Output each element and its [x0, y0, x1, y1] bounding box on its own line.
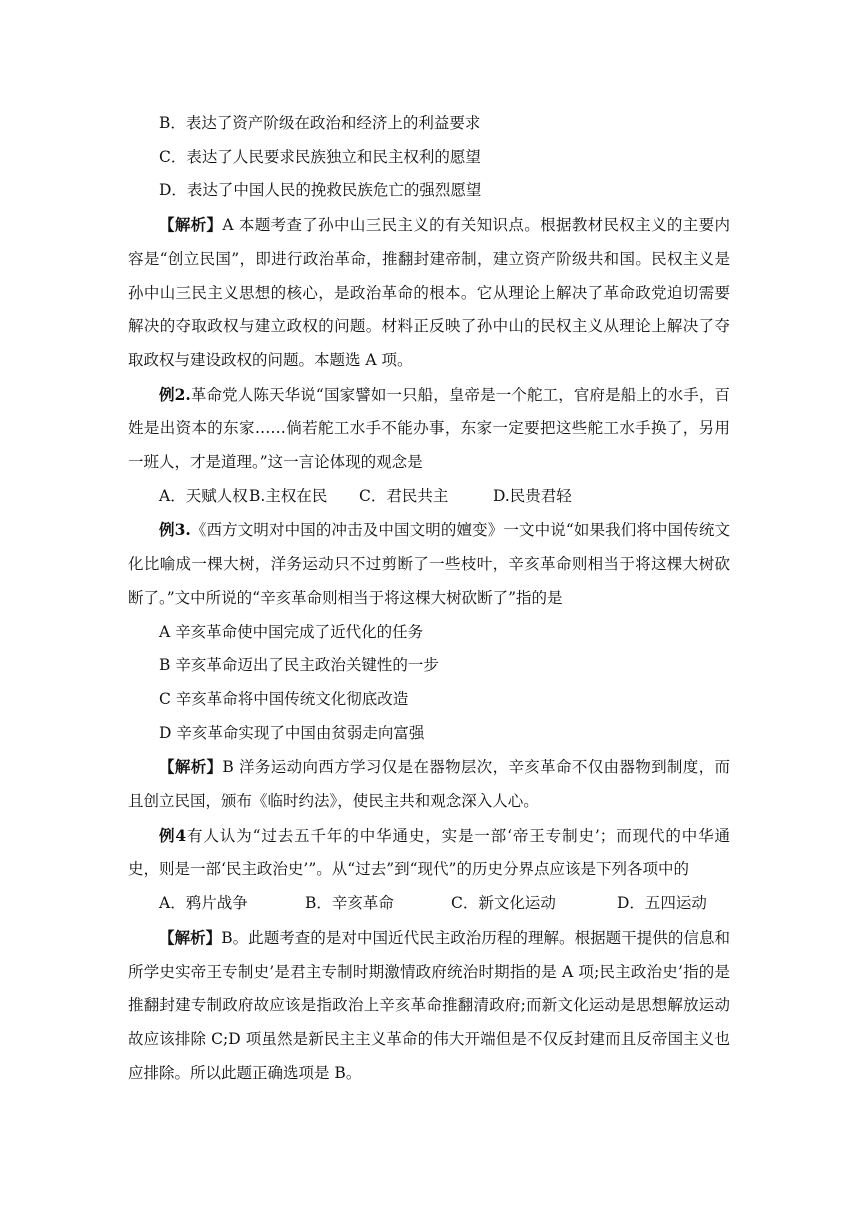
q1-option-d: D．表达了中国人民的挽救民族危亡的强烈愿望	[159, 181, 482, 200]
q1-analysis-text: A 本题考查了孙中山三民主义的有关知识点。根据教材民权主义的主要内容是“创立民国”，即进行政治革命，推翻封建帝制，建立资产阶级共和国。民权主义是孙中山三民主义思想的核心，是政治革命的根本。它从理论上解决了革命政党迫切需要解决的夺取政权与建立政权的问题。材料正反映了孙中山的民权主义从理论上解决了夺取政权与建设政权的问题。本题选 A 项。	[128, 216, 730, 369]
q4-analysis-label: 【解析】	[159, 927, 222, 947]
q3-stem	[128, 513, 730, 615]
q3-option-d: D 辛亥革命实现了中国由贫弱走向富强	[159, 723, 425, 742]
q4-option-b: B．辛亥革命	[305, 894, 394, 913]
q3-option-b: B 辛亥革命迈出了民主政治关键性的一步	[159, 656, 439, 675]
q3-option-a: A 辛亥革命使中国完成了近代化的任务	[159, 622, 424, 641]
q4-stem-text: 有人认为“过去五千年的中华通史，实是一部‘帝王专制史’；而现代的中华通史，则是一部‘民主政治史’”。从“过去”到“现代”的历史分界点应该是下列各项中的	[128, 826, 730, 879]
q4-option-c: C．新文化运动	[451, 894, 556, 913]
q2-option-c: C．君民共主	[359, 486, 449, 505]
q3-option-c: C 辛亥革命将中国传统文化彻底改造	[159, 689, 409, 708]
q4-options	[128, 887, 730, 921]
q3-analysis-text: B 洋务运动向西方学习仅是在器物层次，辛亥革命不仅由器物到制度，而且创立民国，颁布《临时约法》，使民主共和观念深入人心。	[128, 758, 730, 811]
q4-option-d: D．五四运动	[617, 894, 707, 913]
q3-analysis-label: 【解析】	[159, 757, 223, 777]
q4-stem	[128, 819, 730, 887]
q4-analysis	[128, 921, 730, 1091]
q2-stem-text: 革命党人陈天华说“国家譬如一只船，皇帝是一个舵工，官府是船上的水手，百姓是出资本的东家……倘若舵工水手不能办事，东家一定要把这些舵工水手换了，另用一班人，才是道理。”这一言论体现的观念是	[128, 385, 730, 472]
q2-options	[128, 480, 730, 514]
q2-option-d: D.民贵君轻	[493, 486, 572, 505]
q1-analysis	[128, 208, 730, 378]
q4-option-a: A．鸦片战争	[159, 894, 248, 913]
q1-analysis-label: 【解析】	[159, 215, 223, 235]
q2-label: 例2.	[159, 384, 191, 404]
q4-label: 例4	[159, 825, 187, 845]
document-content	[128, 107, 730, 1090]
q2-stem	[128, 378, 730, 480]
q1-option-c: C．表达了人民要求民族独立和民主权利的愿望	[159, 147, 481, 166]
q3-stem-text: 《西方文明对中国的冲击及中国文明的嬗变》一文中说“如果我们将中国传统文化比喻成一棵大树，洋务运动只不过剪断了一些枝叶，辛亥革命则相当于将这棵大树砍断了。”文中所说的“辛亥革命则相当于将这棵大树砍断了”指的是	[128, 521, 730, 607]
q2-option-b: B.主权在民	[249, 486, 328, 505]
q3-label: 例3.	[159, 520, 191, 540]
q2-option-a: A．天赋人权	[159, 486, 248, 505]
q3-analysis	[128, 750, 730, 818]
q4-analysis-text: B。此题考查的是对中国近代民主政治历程的理解。根据题干提供的信息和所学史实帝王专制史’是君主专制时期激情政府统治时期指的是 A 项;民主政治史’指的是推翻封建专制政府故应该是指政治上辛亥革命推翻清政府;而新文化运动是思想解放运动故应该排除 C;D 项虽然是新民主主义革命的伟大开端但是不仅反封建而且反帝国主义也应排除。所以此题正确选项是 B。	[128, 928, 730, 1082]
q1-option-b: B．表达了资产阶级在政治和经济上的利益要求	[159, 114, 481, 132]
